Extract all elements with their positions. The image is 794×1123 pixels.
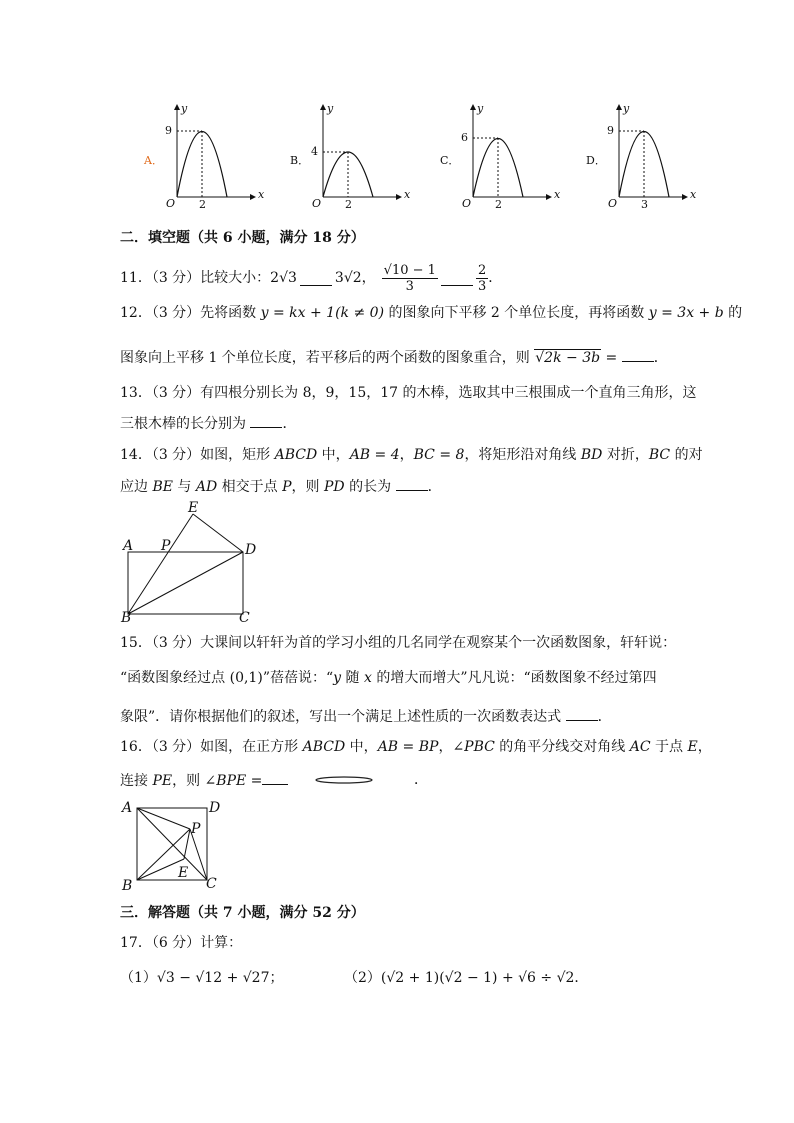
q14-text: 对折， (602, 447, 649, 463)
fig-label-p: P (191, 821, 201, 837)
q15-text: “函数图象经过点 (120, 670, 230, 686)
q12-text: 12．（3 分）先将函数 (120, 305, 261, 321)
vertex-x: 2 (199, 198, 206, 211)
origin-label: O (608, 197, 618, 210)
section-heading-solutions: 三．解答题（共 7 小题，满分 52 分） (120, 905, 365, 921)
q14-var: ABCD (274, 447, 318, 463)
q13-end: ． (282, 416, 297, 432)
peak-value: 6 (461, 131, 468, 144)
frac-numerator: 2 (477, 262, 487, 278)
q12-end: ． (653, 350, 668, 366)
question-17-title: 17．（6 分）计算： (120, 935, 243, 951)
q12-function-2: y = 3x + b (648, 305, 724, 321)
peak-value: 4 (311, 145, 318, 158)
question-15-line-3 (120, 706, 612, 727)
q17-part-1 (120, 968, 283, 988)
q12-text: = (601, 350, 622, 366)
q16-end: ． (414, 772, 428, 788)
q16-answer-mark (314, 774, 374, 786)
y-axis-label: y (181, 102, 188, 115)
frac-numerator: √10 − 1 (383, 262, 436, 278)
q14-text: ，则 (291, 479, 324, 495)
question-14-line-2 (120, 476, 442, 497)
q11-prefix: 11．（3 分）比较大小： (120, 270, 271, 286)
q16-var: ∠BPE = (204, 773, 263, 789)
q14-text: ， (399, 447, 414, 463)
fig-label-p: P (161, 538, 171, 554)
q12-text: 的图象向下平移 2 个单位长度，再将函数 (384, 305, 649, 321)
frac-denominator: 3 (477, 278, 487, 294)
q15-text: 象限”．请你根据他们的叙述，写出一个满足上述性质的一次函数表达式 (120, 709, 566, 725)
origin-label: O (312, 197, 322, 210)
q14-text: 的对 (670, 447, 703, 463)
question-13-line-1: 13．（3 分）有四根分别长为 8，9，15，17 的木棒，选取其中三根围成一个直角三角形，这 (120, 385, 697, 401)
question-15-line-2 (120, 668, 657, 688)
q17-part-label: （1） (120, 970, 157, 986)
q17-part-2 (344, 968, 588, 988)
q17-end: ． (574, 970, 589, 986)
peak-value: 9 (165, 124, 172, 137)
q16-var: E (687, 739, 698, 755)
q14-text: 与 (172, 479, 196, 495)
x-axis-label: x (258, 188, 265, 201)
question-14-line-1 (120, 445, 703, 465)
fig-label-e: E (188, 500, 199, 516)
q11-end: ． (488, 270, 503, 286)
q16-var: AC (629, 739, 651, 755)
vertex-x: 2 (345, 198, 352, 211)
q14-text: 应边 (120, 479, 153, 495)
q14-text: 中， (317, 447, 350, 463)
fig-label-c: C (206, 876, 217, 892)
q14-var: AB = 4 (349, 447, 400, 463)
question-16-line-1 (120, 737, 712, 757)
q16-blank[interactable] (262, 770, 288, 785)
q16-text: 16．（3 分）如图，在正方形 (120, 739, 303, 755)
q15-var: x (363, 670, 372, 686)
option-label: D． (586, 154, 606, 167)
fig-label-a: A (123, 538, 134, 554)
q14-blank[interactable] (396, 476, 428, 491)
graph-option-b (286, 100, 416, 212)
q11-fraction-2 (476, 263, 488, 294)
option-label: A． (144, 154, 163, 167)
q15-blank[interactable] (566, 706, 598, 721)
fig-label-d: D (245, 542, 257, 558)
question-15-line-1: 15．（3 分）大课间以轩轩为首的学习小组的几名同学在观察某个一次函数图象，轩轩说： (120, 635, 677, 651)
q11-blank-1[interactable] (300, 271, 332, 286)
graph-option-c (436, 100, 566, 212)
q12-blank[interactable] (622, 347, 654, 362)
y-axis-label: y (623, 102, 630, 115)
graph-option-a (140, 100, 270, 212)
x-axis-label: x (554, 188, 561, 201)
question-16-line-2 (120, 770, 288, 791)
y-axis-label: y (327, 102, 334, 115)
q17-expression-1: √3 − √12 + √27 (156, 970, 270, 986)
q15-point: (0,1) (229, 670, 263, 686)
q14-var: PD (324, 479, 345, 495)
q15-text: ”蓓蓓说：“ (262, 670, 334, 686)
origin-label: O (462, 197, 472, 210)
q14-end: ． (427, 479, 442, 495)
q16-text: 连接 (120, 773, 153, 789)
q14-text: 相交于点 (217, 479, 283, 495)
q13-text: 三根木棒的长分别为 (120, 416, 251, 432)
q12-radical: √2k − 3b (535, 350, 601, 366)
fig-label-b: B (121, 610, 132, 626)
q16-text: 于点 (650, 739, 688, 755)
q14-var: BD (580, 447, 603, 463)
q17-end: ； (269, 970, 284, 986)
q14-var: AD (195, 479, 218, 495)
vertex-x: 3 (641, 198, 648, 211)
section-heading-fill-in: 二．填空题（共 6 小题，满分 18 分） (120, 230, 365, 246)
q16-text: 中， (345, 739, 378, 755)
q17-expression-2: (√2 + 1)(√2 − 1) + √6 ÷ √2 (380, 970, 575, 986)
q15-end: ． (597, 709, 612, 725)
question-12-line-2 (120, 347, 668, 368)
fig-label-c: C (239, 610, 250, 626)
q12-text: 图象向上平移 1 个单位长度，若平移后的两个函数的图象重合，则 (120, 350, 535, 366)
q11-blank-2[interactable] (441, 271, 473, 286)
q14-text: 14．（3 分）如图，矩形 (120, 447, 275, 463)
fig-label-e: E (178, 865, 189, 881)
q16-var: PE (152, 773, 173, 789)
q16-text: ， (697, 739, 712, 755)
q14-var: BC (648, 447, 671, 463)
question-11 (120, 258, 502, 298)
q15-var: y (333, 670, 342, 686)
q11-expr-a: 2√3 (270, 270, 297, 286)
q15-text: 随 (341, 670, 364, 686)
x-axis-label: x (404, 188, 411, 201)
question-12-line-1 (120, 303, 742, 323)
fig-label-a: A (122, 800, 133, 816)
frac-denominator: 3 (405, 278, 414, 294)
vertex-x: 2 (495, 198, 502, 211)
origin-label: O (166, 197, 176, 210)
fig-label-b: B (122, 878, 133, 894)
q16-var: ABCD (302, 739, 346, 755)
q14-text: 的长为 (344, 479, 396, 495)
q11-fraction-1 (382, 263, 438, 294)
q14-var: P (282, 479, 292, 495)
graph-option-d (582, 100, 712, 212)
q14-figure (115, 500, 265, 628)
q16-var: ∠PBC (452, 739, 495, 755)
q11-separator: ， (361, 270, 376, 286)
q14-text: ，将矩形沿对角线 (464, 447, 581, 463)
y-axis-label: y (477, 102, 484, 115)
q16-text: ， (438, 739, 453, 755)
q15-text: 的增大而增大”凡凡说：“函数图象不经过第四 (371, 670, 657, 686)
q12-text: 的 (723, 305, 743, 321)
option-label: C． (440, 154, 460, 167)
q13-blank[interactable] (250, 413, 282, 428)
q14-var: BE (152, 479, 173, 495)
q16-var: AB = BP (377, 739, 439, 755)
q17-part-label: （2） (344, 970, 381, 986)
question-13-line-2 (120, 413, 296, 434)
q16-text: ，则 (172, 773, 205, 789)
option-label: B． (290, 154, 310, 167)
q12-function-1: y = kx + 1(k ≠ 0) (260, 305, 385, 321)
peak-value: 9 (607, 124, 614, 137)
x-axis-label: x (690, 188, 697, 201)
q14-var: BC = 8 (413, 447, 465, 463)
q16-text: 的角平分线交对角线 (494, 739, 630, 755)
q16-figure (118, 796, 228, 896)
fig-label-d: D (209, 800, 221, 816)
q11-expr-b: 3√2 (334, 270, 362, 286)
